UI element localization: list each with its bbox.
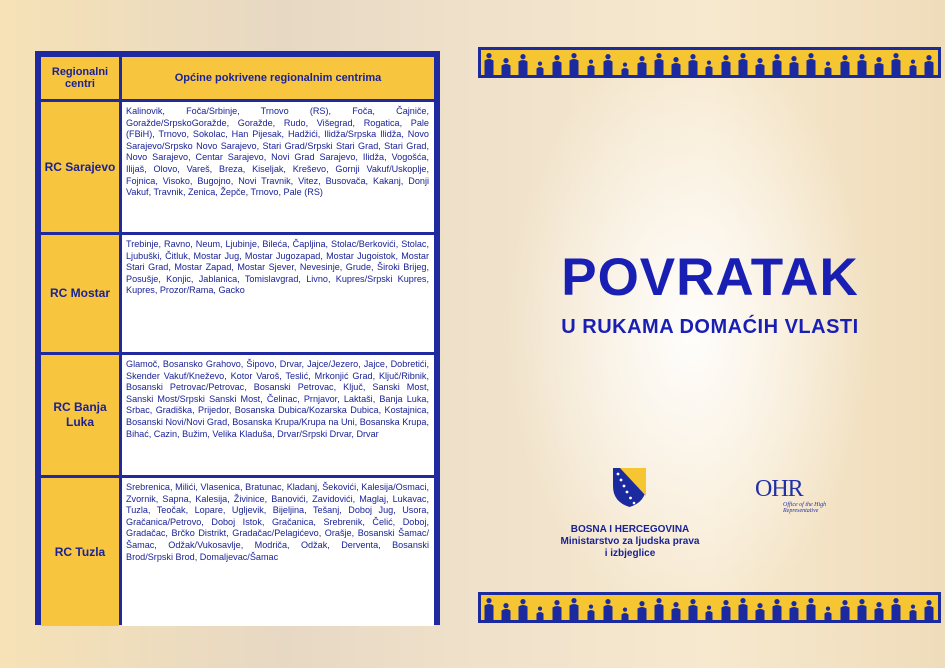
person-silhouette-icon	[670, 597, 682, 620]
ohr-logo-subtitle: Office of the High Representative	[783, 502, 827, 514]
person-silhouette-icon	[873, 52, 885, 75]
person-silhouette-icon	[483, 597, 495, 620]
person-silhouette-icon	[602, 597, 614, 620]
person-silhouette-icon	[805, 52, 817, 75]
person-silhouette-icon	[788, 52, 800, 75]
person-silhouette-icon	[856, 597, 868, 620]
person-silhouette-icon	[873, 597, 885, 620]
ministry-block	[540, 524, 720, 560]
person-silhouette-icon	[822, 52, 834, 75]
table-row	[41, 235, 434, 352]
person-silhouette-icon	[907, 597, 919, 620]
top-people-strip	[478, 47, 941, 78]
person-silhouette-icon	[839, 52, 851, 75]
person-silhouette-icon	[720, 597, 732, 620]
person-silhouette-icon	[585, 52, 597, 75]
person-silhouette-icon	[754, 52, 766, 75]
person-silhouette-icon	[653, 52, 665, 75]
person-silhouette-icon	[771, 597, 783, 620]
table-row	[41, 478, 434, 626]
person-silhouette-icon	[737, 597, 749, 620]
municipality-list: Trebinje, Ravno, Neum, Ljubinje, Bileća, Čapljina, Stolac/Berkovići, Stolac, Ljubuški, Čitluk, Mostar Jug, Mostar Jugozapad, Mostar Jugoistok, Mostar Stari Grad, Mostar Zapad, Mostar Sjever, Nevesinje, Grude, Široki Brijeg, Posušje, Konjic, Jablanica, Tomislavgrad, Livno, Kupres/Srpski Kupres, Kupres, Prozor/Rama, Gacko	[122, 235, 434, 352]
person-silhouette-icon	[653, 597, 665, 620]
person-silhouette-icon	[687, 597, 699, 620]
person-silhouette-icon	[890, 597, 902, 620]
person-silhouette-icon	[534, 597, 546, 620]
person-silhouette-icon	[568, 52, 580, 75]
person-silhouette-icon	[788, 597, 800, 620]
person-silhouette-icon	[923, 597, 935, 620]
bottom-people-strip	[478, 592, 941, 623]
person-silhouette-icon	[534, 52, 546, 75]
people-silhouettes-icon	[481, 595, 938, 620]
person-silhouette-icon	[602, 52, 614, 75]
table-row	[41, 102, 434, 232]
person-silhouette-icon	[619, 52, 631, 75]
municipality-list: Kalinovik, Foča/Srbinje, Trnovo (RS), Foča, Čajniče, Goražde/SrpskoGoražde, Goražde, Rudo, Višegrad, Rogatica, Pale (FBiH), Trnovo, Sokolac, Han Pijesak, Hadžići, Ilidža/Srpska Ilidža, Novo Sarajevo/Srpsko Novo Sarajevo, Stari Grad/Srpski Stari Grad, Stari Grad, Novo Sarajevo, Centar Sarajevo, Novi Grad Sarajevo, Ilidža, Vogošća, Ilijaš, Olovo, Vareš, Breza, Kiseljak, Kreševo, Gornji Vakuf/Uskoplje, Fojnica, Visoko, Bugojno, Novi Travnik, Vitez, Busovača, Kakanj, Donji Vakuf, Travnik, Zenica, Žepče, Trnovo, Pale (RS)	[122, 102, 434, 232]
ministry-name: Ministarstvo za ljudska prava	[560, 536, 700, 547]
municipality-list: Srebrenica, Milići, Vlasenica, Bratunac, Kladanj, Šekovići, Kalesija/Osmaci, Zvornik, Sapna, Kalesija, Živinice, Banovići, Zavidovići, Maglaj, Lukavac, Tuzla, Teočak, Lopare, Ugljevik, Bijeljina, Tešanj, Doboj Jug, Usora, Gračanica/Petrovo, Doboj Istok, Gračanica, Srebrenik, Čelić, Doboj, Gradačac, Brčko Distrikt, Gradačac/Pelagićevo, Orašje, Bosanski Šamac/Šamac, Odžak/Vukosavlje, Modriča, Odžak, Derventa, Bosanski Brod/Srpski Brod, Domaljevac/Šamac	[122, 478, 434, 626]
header-regional-centers: Regionalni centri	[41, 57, 119, 99]
bih-coat-of-arms-icon	[611, 466, 648, 508]
region-name: RC Tuzla	[41, 478, 119, 626]
person-silhouette-icon	[636, 52, 648, 75]
table-row	[41, 355, 434, 475]
person-silhouette-icon	[551, 597, 563, 620]
person-silhouette-icon	[839, 597, 851, 620]
regional-centers-table	[38, 54, 437, 629]
person-silhouette-icon	[670, 52, 682, 75]
region-name: RC Sarajevo	[41, 102, 119, 232]
people-silhouettes-icon	[481, 50, 938, 75]
person-silhouette-icon	[585, 597, 597, 620]
person-silhouette-icon	[805, 597, 817, 620]
header-municipalities: Općine pokrivene regionalnim centrima	[122, 57, 434, 99]
person-silhouette-icon	[754, 597, 766, 620]
ohr-logo-text: OHR	[755, 476, 803, 502]
person-silhouette-icon	[500, 52, 512, 75]
ohr-logo	[755, 476, 845, 516]
ministry-country: BOSNA I HERCEGOVINA	[570, 524, 690, 535]
person-silhouette-icon	[517, 52, 529, 75]
person-silhouette-icon	[822, 597, 834, 620]
regional-centers-panel	[35, 51, 440, 625]
person-silhouette-icon	[890, 52, 902, 75]
person-silhouette-icon	[737, 52, 749, 75]
person-silhouette-icon	[720, 52, 732, 75]
person-silhouette-icon	[517, 597, 529, 620]
person-silhouette-icon	[483, 52, 495, 75]
person-silhouette-icon	[907, 52, 919, 75]
person-silhouette-icon	[636, 597, 648, 620]
cover-subtitle: U RUKAMA DOMAĆIH VLASTI	[561, 316, 859, 338]
person-silhouette-icon	[703, 597, 715, 620]
cover-title: POVRATAK	[561, 248, 859, 307]
region-name: RC Banja Luka	[41, 355, 119, 475]
person-silhouette-icon	[551, 52, 563, 75]
person-silhouette-icon	[771, 52, 783, 75]
person-silhouette-icon	[923, 52, 935, 75]
person-silhouette-icon	[856, 52, 868, 75]
region-name: RC Mostar	[41, 235, 119, 352]
municipality-list: Glamoč, Bosansko Grahovo, Šipovo, Drvar, Jajce/Jezero, Jajce, Dobretići, Skender Vakuf/Kneževo, Kotor Varoš, Teslić, Mrkonjić Grad, Ključ/Ribnik, Bosanski Petrovac/Petrovac, Bosanski Petrovac, Ključ, Sanski Most, Sanski Most/Srpski Sanski Most, Čelinac, Prnjavor, Laktaši, Banja Luka, Srbac, Gradiška, Prijedor, Bosanska Dubica/Kozarska Dubica, Kostajnica, Bosanski Novi/Novi Grad, Bosanska Krupa/Krupa na Uni, Bosanska Krupa, Bihać, Cazin, Bužim, Velika Kladuša, Drvar/Srpski Drvar, Drvar	[122, 355, 434, 475]
person-silhouette-icon	[703, 52, 715, 75]
person-silhouette-icon	[500, 597, 512, 620]
person-silhouette-icon	[568, 597, 580, 620]
person-silhouette-icon	[619, 597, 631, 620]
table-header-row	[41, 57, 434, 99]
ministry-name-cont: i izbjeglice	[604, 548, 656, 559]
person-silhouette-icon	[687, 52, 699, 75]
